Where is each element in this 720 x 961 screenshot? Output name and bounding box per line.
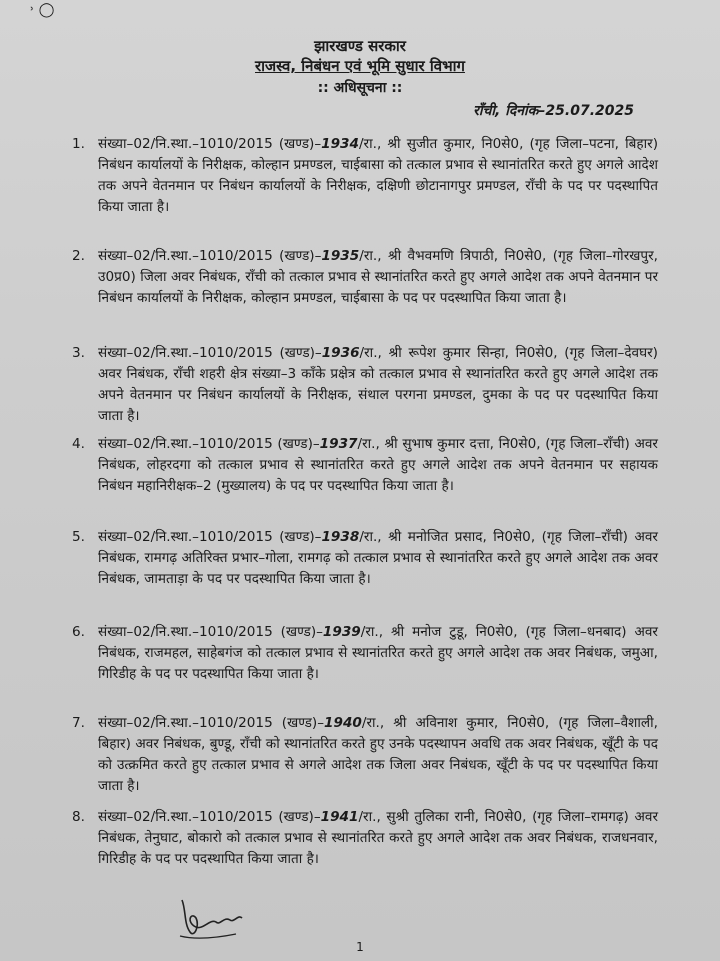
government-name: झारखण्ड सरकार [314,37,406,55]
notification-title: :: अधिसूचना :: [317,80,403,96]
notice-item-1: 1. संख्या–02/नि.स्था.–1010/2015 (खण्ड)–1934/रा., श्री सुजीत कुमार, नि0से0, (गृह जिला–पटना, बिहार) निबंधन कार्यालयों के निरीक्षक, कोल्हान प्रमण्डल, चाईबासा को तत्काल प्रभाव से स्थानांतरित करते हुए अगले आदेश तक अपने वेतनमान पर निबंधन कार्यालयों के निरीक्षक, दक्षिणी छोटानागपुर प्रमण्डल, राँची के पद पर पदस्थापित किया जाता है। [72,136,658,215]
page-number: 1 [356,940,364,954]
signature-mark [176,896,256,946]
notice-item-2: 2. संख्या–02/नि.स्था.–1010/2015 (खण्ड)–1935/रा., श्री वैभवमणि त्रिपाठी, नि0से0, (गृह जिला–गोरखपुर, उ0प्र0) जिला अवर निबंधक, राँची को तत्काल प्रभाव से स्थानांतरित करते हुए अगले आदेश तक अपने वेतनमान पर निबंधन कार्यालयों के निरीक्षक, कोल्हान प्रमण्डल, चाईबासा के पद पर पदस्थापित किया जाता है। [72,248,658,306]
notice-item-3: 3. संख्या–02/नि.स्था.–1010/2015 (खण्ड)–1936/रा., श्री रूपेश कुमार सिन्हा, नि0से0, (गृह जिला–देवघर) अवर निबंधक, राँची शहरी क्षेत्र संख्या–3 काँके प्रक्षेत्र को तत्काल प्रभाव से स्थानांतरित करते हुए अगले आदेश तक अपने वेतनमान पर निबंधन कार्यालयों के निरीक्षक, संथाल परगना प्रमण्डल, दुमका के पद पर पदस्थापित किया जाता है। [72,345,658,424]
notice-item-5: 5. संख्या–02/नि.स्था.–1010/2015 (खण्ड)–1938/रा., श्री मनोजित प्रसाद, नि0से0, (गृह जिला–राँची) अवर निबंधक, रामगढ़ अतिरिक्त प्रभार–गोला, रामगढ़ को तत्काल प्रभाव से स्थानांतरित करते हुए अगले आदेश तक अवर निबंधक, जामताड़ा के पद पर पदस्थापित किया जाता है। [72,529,658,587]
notice-item-6: 6. संख्या–02/नि.स्था.–1010/2015 (खण्ड)–1939/रा., श्री मनोज टुडू, नि0से0, (गृह जिला–धनबाद) अवर निबंधक, राजमहल, साहेबगंज को तत्काल प्रभाव से स्थानांतरित करते हुए अगले आदेश तक अवर निबंधक, जमुआ, गिरिडीह के पद पर पदस्थापित किया जाता है। [72,624,659,682]
department-name: राजस्व, निबंधन एवं भूमि सुधार विभाग [255,57,465,75]
notification-date: राँची, दिनांक–25.07.2025 [473,103,634,119]
notice-item-8: 8. संख्या–02/नि.स्था.–1010/2015 (खण्ड)–1941/रा., सुश्री तुलिका रानी, नि0से0, (गृह जिला–रामगढ़) अवर निबंधक, तेनुघाट, बोकारो को तत्काल प्रभाव से स्थानांतरित करते हुए अगले आदेश तक अवर निबंधक, राजधनवार, गिरिडीह के पद पर पदस्थापित किया जाता है। [72,809,659,867]
notice-item-4: 4. संख्या–02/नि.स्था.–1010/2015 (खण्ड)–1937/रा., श्री सुभाष कुमार दत्ता, नि0से0, (गृह जिला–राँची) अवर निबंधक, लोहरदगा को तत्काल प्रभाव से स्थानांतरित करते हुए अगले आदेश तक अपने वेतनमान पर सहायक निबंधन महानिरीक्षक–2 (मुख्यालय) के पद पर पदस्थापित किया जाता है। [72,436,658,494]
corner-mark: ˒ ◯ [30,2,55,18]
notice-item-7: 7. संख्या–02/नि.स्था.–1010/2015 (खण्ड)–1940/रा., श्री अविनाश कुमार, नि0से0, (गृह जिला–वैशाली, बिहार) अवर निबंधक, बुण्डू, राँची को स्थानांतरित करते हुए उनके पदस्थापन अवधि तक अवर निबंधक, खूँटी के पद को उत्क्रमित करते हुए तत्काल प्रभाव से अगले आदेश तक जिला अवर निबंधक, खूँटी के पद पर पदस्थापित किया जाता है। [72,715,658,794]
signature-icon [176,896,256,942]
